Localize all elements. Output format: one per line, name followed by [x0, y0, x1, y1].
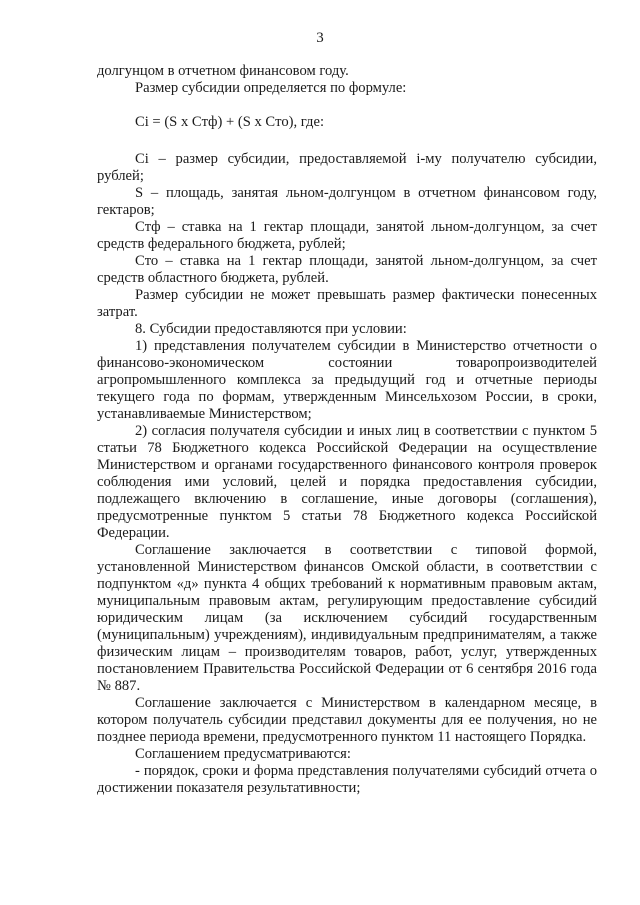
paragraph-ci-definition: Ci – размер субсидии, предоставляемой i-му получателю субсидии, рублей; [97, 151, 597, 184]
document-body [97, 63, 597, 797]
formula: Ci = (S x Cтф) + (S x Cто), где: [135, 114, 324, 130]
paragraph-condition-2: 2) согласия получателя субсидии и иных лиц в соответствии с пунктом 5 статьи 78 Бюджетного кодекса Российской Федерации на осуществление Министерством и органами государственного финансового контроля проверок соблюдения ими условий, целей и порядка предоставления субсидии, подлежащего включению в соглашение, иные договоры (соглашения), предусмотренные пунктом 5 статьи 78 Бюджетного кодекса Российской Федерации. [97, 423, 597, 541]
paragraph-agreement-provisions: Соглашением предусматриваются: [135, 746, 351, 762]
paragraph-ctf-definition: Cтф – ставка на 1 гектар площади, занятой льном-долгунцом, за счет средств федерального бюджета, рублей; [97, 219, 597, 252]
paragraph-condition-1: 1) представления получателем субсидии в Министерство отчетности о финансово-экономическом состоянии товаропроизводителей агропромышленного комплекса за предыдущий год и отчетные периоды текущего года по формам, утвержденным Минсельхозом России, в сроки, устанавливаемые Министерством; [97, 338, 597, 422]
paragraph-subsidy-limit: Размер субсидии не может превышать размер фактически понесенных затрат. [97, 287, 597, 320]
paragraph-cto-definition: Cто – ставка на 1 гектар площади, занятой льном-долгунцом, за счет средств областного бюджета, рублей. [97, 253, 597, 286]
paragraph-continuation: долгунцом в отчетном финансовом году. [97, 63, 349, 79]
paragraph-agreement-timing: Соглашение заключается с Министерством в календарном месяце, в котором получатель субсидии представил документы для ее получения, но не позднее периода времени, предусмотренного пунктом 11 настоящего Порядка. [97, 695, 597, 745]
paragraph-s-definition: S – площадь, занятая льном-долгунцом в отчетном финансовом году, гектаров; [97, 185, 597, 218]
paragraph-report-procedure: - порядок, сроки и форма представления получателями субсидий отчета о достижении показателя результативности; [97, 763, 597, 796]
page-number: 3 [316, 30, 324, 46]
paragraph-agreement-form: Соглашение заключается в соответствии с типовой формой, установленной Министерством финансов Омской области, в соответствии с подпунктом «д» пункта 4 общих требований к нормативным правовым актам, муниципальным правовым актам, регулирующим предоставление субсидий юридическим лицам (за исключением субсидий государственным (муниципальным) учреждениям), индивидуальным предпринимателям, а также физическим лицам – производителям товаров, работ, услуг, утвержденных постановлением Правительства Российской Федерации от 6 сентября 2016 года № 887. [97, 542, 597, 694]
paragraph-formula-intro: Размер субсидии определяется по формуле: [135, 80, 407, 96]
paragraph-item-8: 8. Субсидии предоставляются при условии: [135, 321, 407, 337]
